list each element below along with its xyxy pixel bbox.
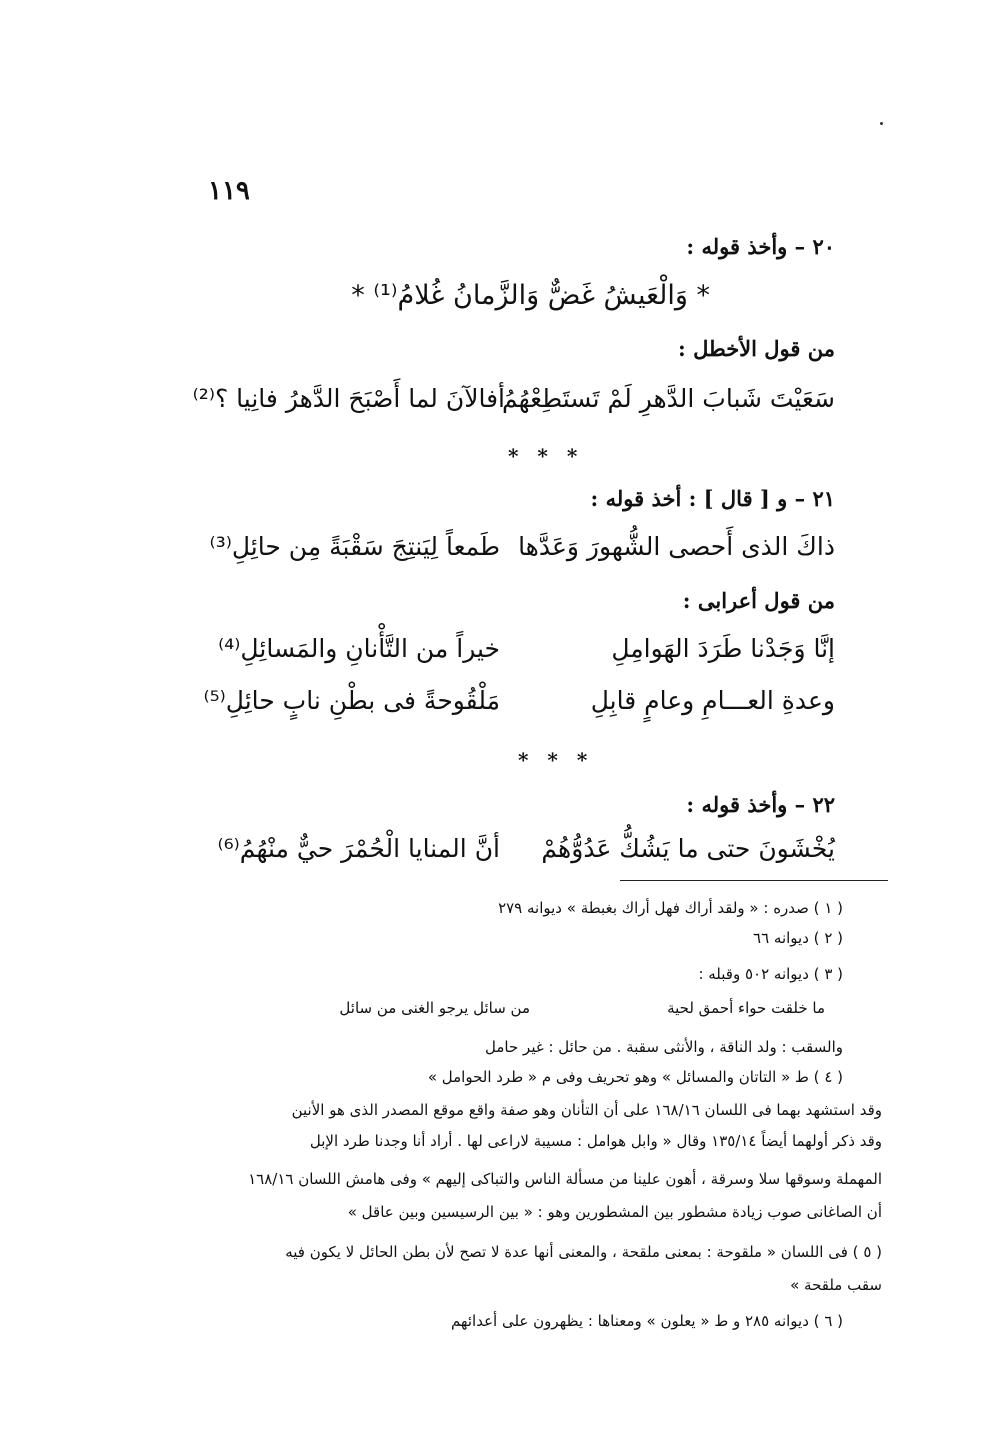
entry-21-verse1-left: طَمعاً لِيَنتِجَ سَقْبَةً مِن حائِلِ⁽³⁾ [209,532,500,561]
entry-20-source-label: من قول الأخطل : [678,336,835,361]
entry-20-heading: ٢٠ – وأخذ قوله : [686,234,835,259]
footnote-separator [620,880,888,881]
footnote-4-line-1: وقد استشهد بهما فى اللسان ١٦٨/١٦ على أن التأنان وهو صفة واقع موقع المصدر الذى هو الأنين [291,1101,882,1119]
footnote-4: ( ٤ ) ط « التاتان والمسائل » وهو تحريف وفى م « طرد الحوامل » [427,1068,843,1086]
entry-21-source-label: من قول أعرابى : [682,588,835,613]
footnote-1: ( ١ ) صدره : « ولقد أراك فهل أراك بغبطة » ديوانه ٢٧٩ [498,899,843,917]
separator-stars-2: * * * [518,748,594,772]
entry-20-verse-right: سَعَيْتَ شَبابَ الدَّهرِ لَمْ تَستَطِعْهُمُ [502,384,835,413]
page-number: ١١٩ [208,176,250,206]
footnote-3-verse-left: من سائل يرجو الغنى من سائل [339,999,530,1017]
entry-22-heading: ٢٢ – وأخذ قوله : [686,792,835,817]
entry-21-verse2-right: إنَّا وَجَدْنا طَرَدَ الهَوامِلِ [611,634,835,663]
entry-22-verse-left: أنَّ المنايا الْحُمْرَ حيٌّ منْهُمُ⁽⁶⁾ [217,834,500,863]
footnote-4-line-4: أن الصاغانى صوب زيادة مشطور بين المشطورين وهو : « بين الرسيسين وبين عاقل » [347,1203,882,1221]
entry-21-verse3-right: وعدةِ العـــامِ وعامٍ قابِلِ [590,686,835,715]
entry-21-verse1-right: ذاكَ الذى أَحصى الشُّهورَ وَعَدَّها [518,532,835,561]
footnote-5-line-2: سقب ملقحة » [790,1276,882,1294]
footnote-3-verse-right: ما خلقت حواء أحمق لحية [667,999,825,1017]
separator-stars-1: * * * [508,444,584,468]
speck-mark [880,122,883,125]
entry-22-verse-right: يُخْشَونَ حتى ما يَشُكُّ عَدُوُّهُمْ [541,834,835,863]
entry-21-verse3-left: مَلْقُوحةً فى بطْنِ نابٍ حائِلِ⁽⁵⁾ [203,686,500,715]
entry-21-verse2-left: خيراً من التَّأْنانِ والمَسائِلِ⁽⁴⁾ [218,634,500,663]
footnote-4-line-3: المهملة وسوقها سلا وسرقة ، أهون علينا من مسألة الناس والتباكى إليهم » وفى هامش اللسان ١٦٨/١٦ [248,1170,882,1188]
footnote-3-note: والسقب : ولد الناقة ، والأنثى سقبة . من حائل : غير حامل [485,1038,843,1056]
entry-20-quote: * وَالْعَيشُ غَضٌّ وَالزَّمانُ غُلامُ⁽¹⁾ * [351,280,710,311]
footnote-6: ( ٦ ) ديوانه ٢٨٥ و ط « يعلون » ومعناها : يظهرون على أعدائهم [450,1312,843,1330]
footnote-3: ( ٣ ) ديوانه ٥٠٢ وقبله : [698,965,843,983]
entry-20-verse-left: أفالآنَ لما أَصْبَحَ الدَّهرُ فانِيا ؟⁽²⁾ [192,384,505,413]
footnote-4-line-2: وقد ذكر أولهما أيضاً ١٣٥/١٤ وقال « وابل هوامل : مسيبة لاراعى لها . أراد أنا وجدنا طرد الإبل [309,1132,882,1150]
footnote-2: ( ٢ ) ديوانه ٦٦ [753,929,843,947]
entry-21-heading: ٢١ – و [ قال ] : أخذ قوله : [590,486,835,511]
footnote-5-line-1: ( ٥ ) فى اللسان « ملقوحة : بمعنى ملقحة ، والمعنى أنها عدة لا تصح لأن بطن الحائل لا يكون فيه [285,1243,882,1261]
